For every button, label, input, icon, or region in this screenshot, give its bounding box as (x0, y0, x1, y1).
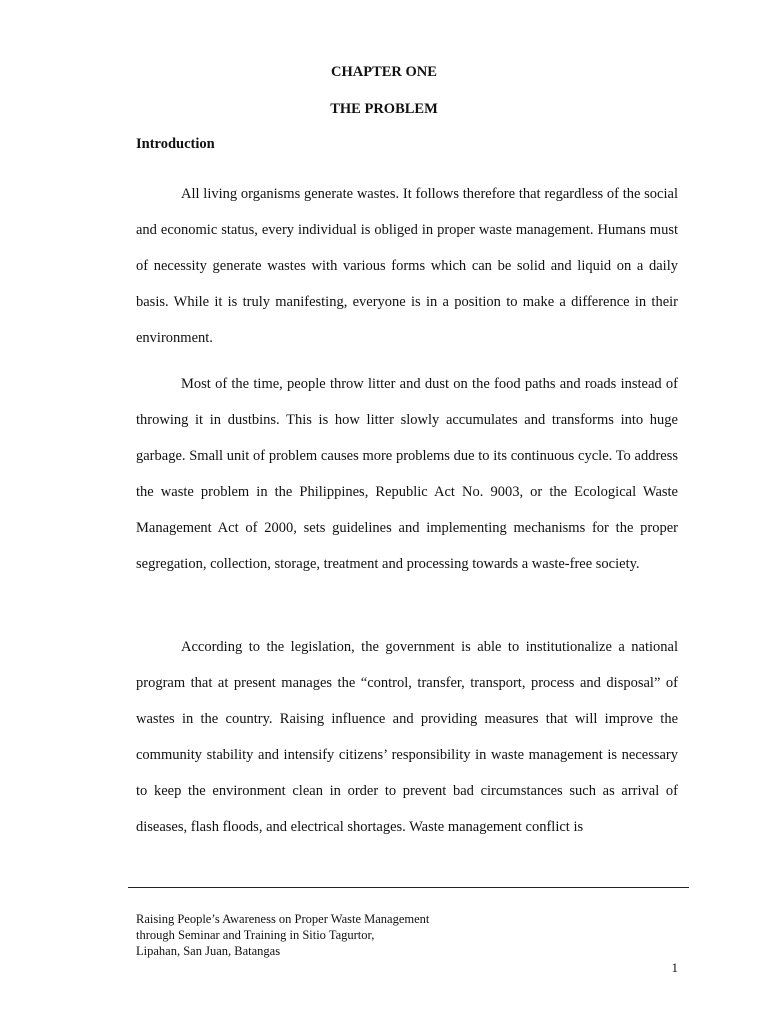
section-heading: Introduction (136, 136, 215, 152)
paragraph-1: All living organisms generate wastes. It follows therefore that regardless of the social and economic status, every individual is obliged in proper waste management. Humans must of necessity generate wastes with various forms which can be solid and liquid on a daily basis. While it is truly manifesting, everyone is in a position to make a difference in their environment. (136, 186, 678, 346)
chapter-heading: CHAPTER ONE (331, 64, 437, 80)
chapter-title: THE PROBLEM (330, 101, 438, 117)
paragraph-3: According to the legislation, the government is able to institutionalize a national program that at present manages the “control, transfer, transport, process and disposal” of wastes in the country. Raising influence and providing measures that will improve the community stability and intensify citizens’ responsibility in waste management is necessary to keep the environment clean in order to prevent bad circumstances such as arrival of diseases, flash floods, and electrical shortages. Waste management conflict is (136, 639, 678, 835)
footer-line-1: Raising People’s Awareness on Proper Waste Management (136, 912, 430, 926)
footer-divider (128, 887, 689, 888)
footer-line-3: Lipahan, San Juan, Batangas (136, 944, 281, 958)
footer-line-2: through Seminar and Training in Sitio Tagurtor, (136, 928, 375, 942)
page-number: 1 (671, 960, 678, 975)
paragraph-2: Most of the time, people throw litter and dust on the food paths and roads instead of throwing it in dustbins. This is how litter slowly accumulates and transforms into huge garbage. Small unit of problem causes more problems due to its continuous cycle. To address the waste problem in the Philippines, Republic Act No. 9003, or the Ecological Waste Management Act of 2000, sets guidelines and implementing mechanisms for the proper segregation, collection, storage, treatment and processing towards a waste-free society. (136, 376, 678, 572)
running-footer (136, 911, 429, 959)
